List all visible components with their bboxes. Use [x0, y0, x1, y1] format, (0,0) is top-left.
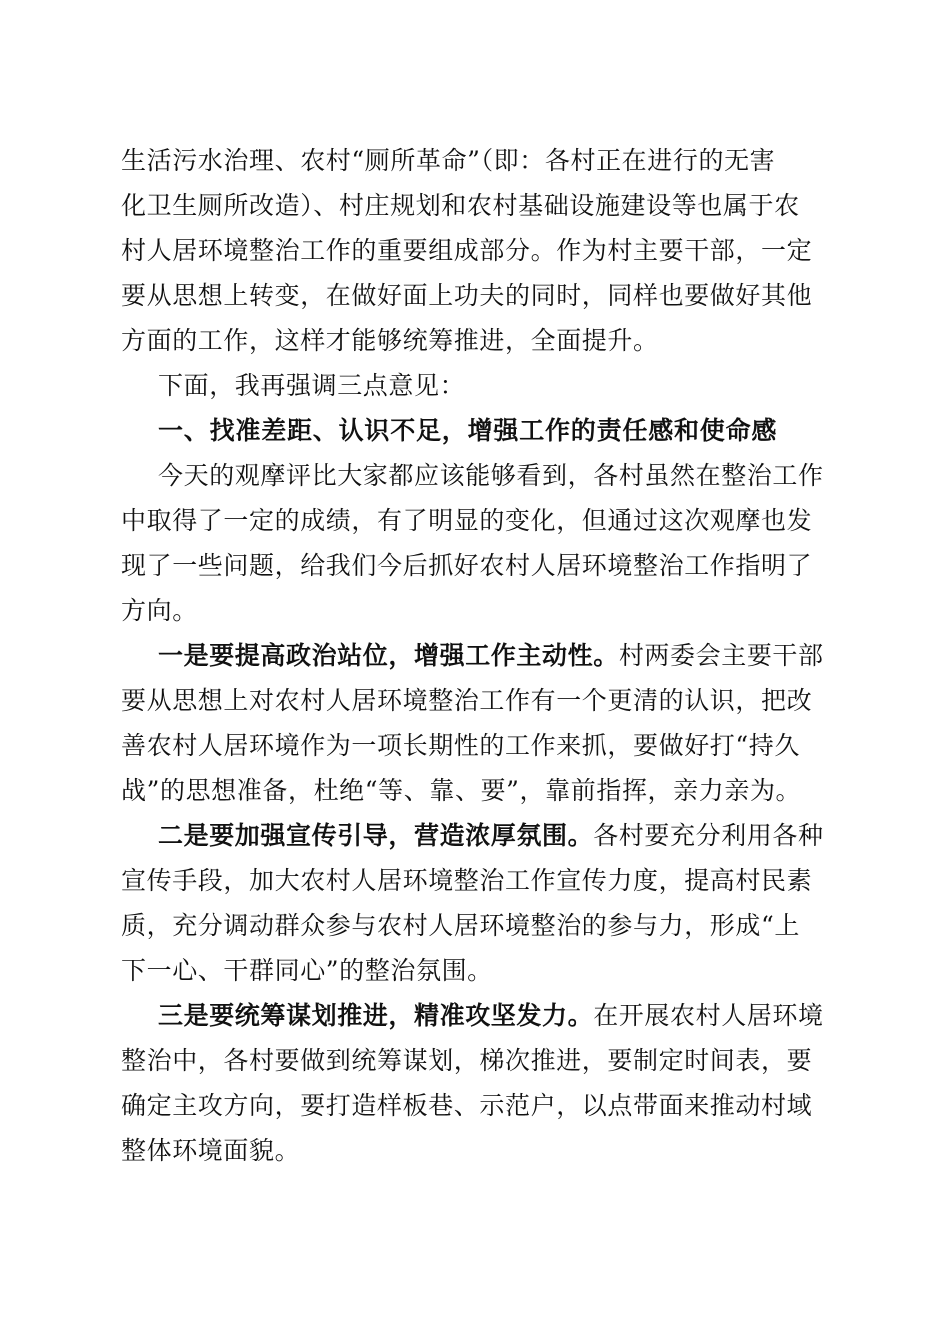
paragraph-2-line-4: 方向。 — [121, 596, 198, 625]
point-2-line-3: 质，充分调动群众参与农村人居环境整治的参与力，形成“上 — [121, 911, 800, 940]
paragraph-2-line-1: 今天的观摩评比大家都应该能够看到，各村虽然在整治工作 — [158, 461, 824, 490]
point-3-line-2: 整治中，各村要做到统筹谋划，梯次推进，要制定时间表，要 — [121, 1046, 813, 1075]
point-2-line-4: 下一心、干群同心”的整治氛围。 — [121, 956, 493, 985]
point-1-line-3: 善农村人居环境作为一项长期性的工作来抓，要做好打“持久 — [121, 731, 800, 760]
intro-text: 下面，我再强调三点意见： — [158, 371, 466, 400]
point-3-line-3: 确定主攻方向，要打造样板巷、示范户，以点带面来推动村域 — [121, 1091, 813, 1120]
point-2-first-line-rest: 各村要充分利用各种 — [593, 821, 824, 850]
paragraph-1-line-3: 村人居环境整治工作的重要组成部分。作为村主要干部，一定 — [121, 236, 813, 265]
point-1-first-line-rest: 村两委会主要干部 — [618, 641, 824, 670]
paragraph-1-line-1: 生活污水治理、农村“厕所革命”（即：各村正在进行的无害 — [121, 146, 776, 175]
point-3-first-line — [158, 1001, 826, 1031]
point-2-title: 二是要加强宣传引导，营造浓厚氛围。 — [158, 821, 594, 850]
section-heading: 一、找准差距、认识不足，增强工作的责任感和使命感 — [158, 416, 778, 445]
paragraph-1-line-2: 化卫生厕所改造）、村庄规划和农村基础设施建设等也属于农 — [121, 191, 800, 220]
paragraph-1-line-5: 方面的工作，这样才能够统筹推进，全面提升。 — [121, 326, 659, 355]
point-1-first-line — [158, 641, 826, 671]
paragraph-2-line-3: 现了一些问题，给我们今后抓好农村人居环境整治工作指明了 — [121, 551, 813, 580]
point-3-first-line-rest: 在开展农村人居环境 — [593, 1001, 824, 1030]
paragraph-2-line-2: 中取得了一定的成绩，有了明显的变化，但通过这次观摩也发 — [121, 506, 813, 535]
point-3-title: 三是要统筹谋划推进，精准攻坚发力。 — [158, 1001, 594, 1030]
point-2-line-2: 宣传手段，加大农村人居环境整治工作宣传力度，提高村民素 — [121, 866, 813, 895]
point-1-title: 一是要提高政治站位，增强工作主动性。 — [158, 641, 619, 670]
point-3-line-4: 整体环境面貌。 — [121, 1136, 301, 1165]
paragraph-1-line-4: 要从思想上转变，在做好面上功夫的同时，同样也要做好其他 — [121, 281, 813, 310]
point-2-first-line — [158, 821, 826, 851]
point-1-line-4: 战”的思想准备，杜绝“等、靠、要”，靠前指挥，亲力亲为。 — [121, 776, 802, 805]
point-1-line-2: 要从思想上对农村人居环境整治工作有一个更清的认识，把改 — [121, 686, 813, 715]
